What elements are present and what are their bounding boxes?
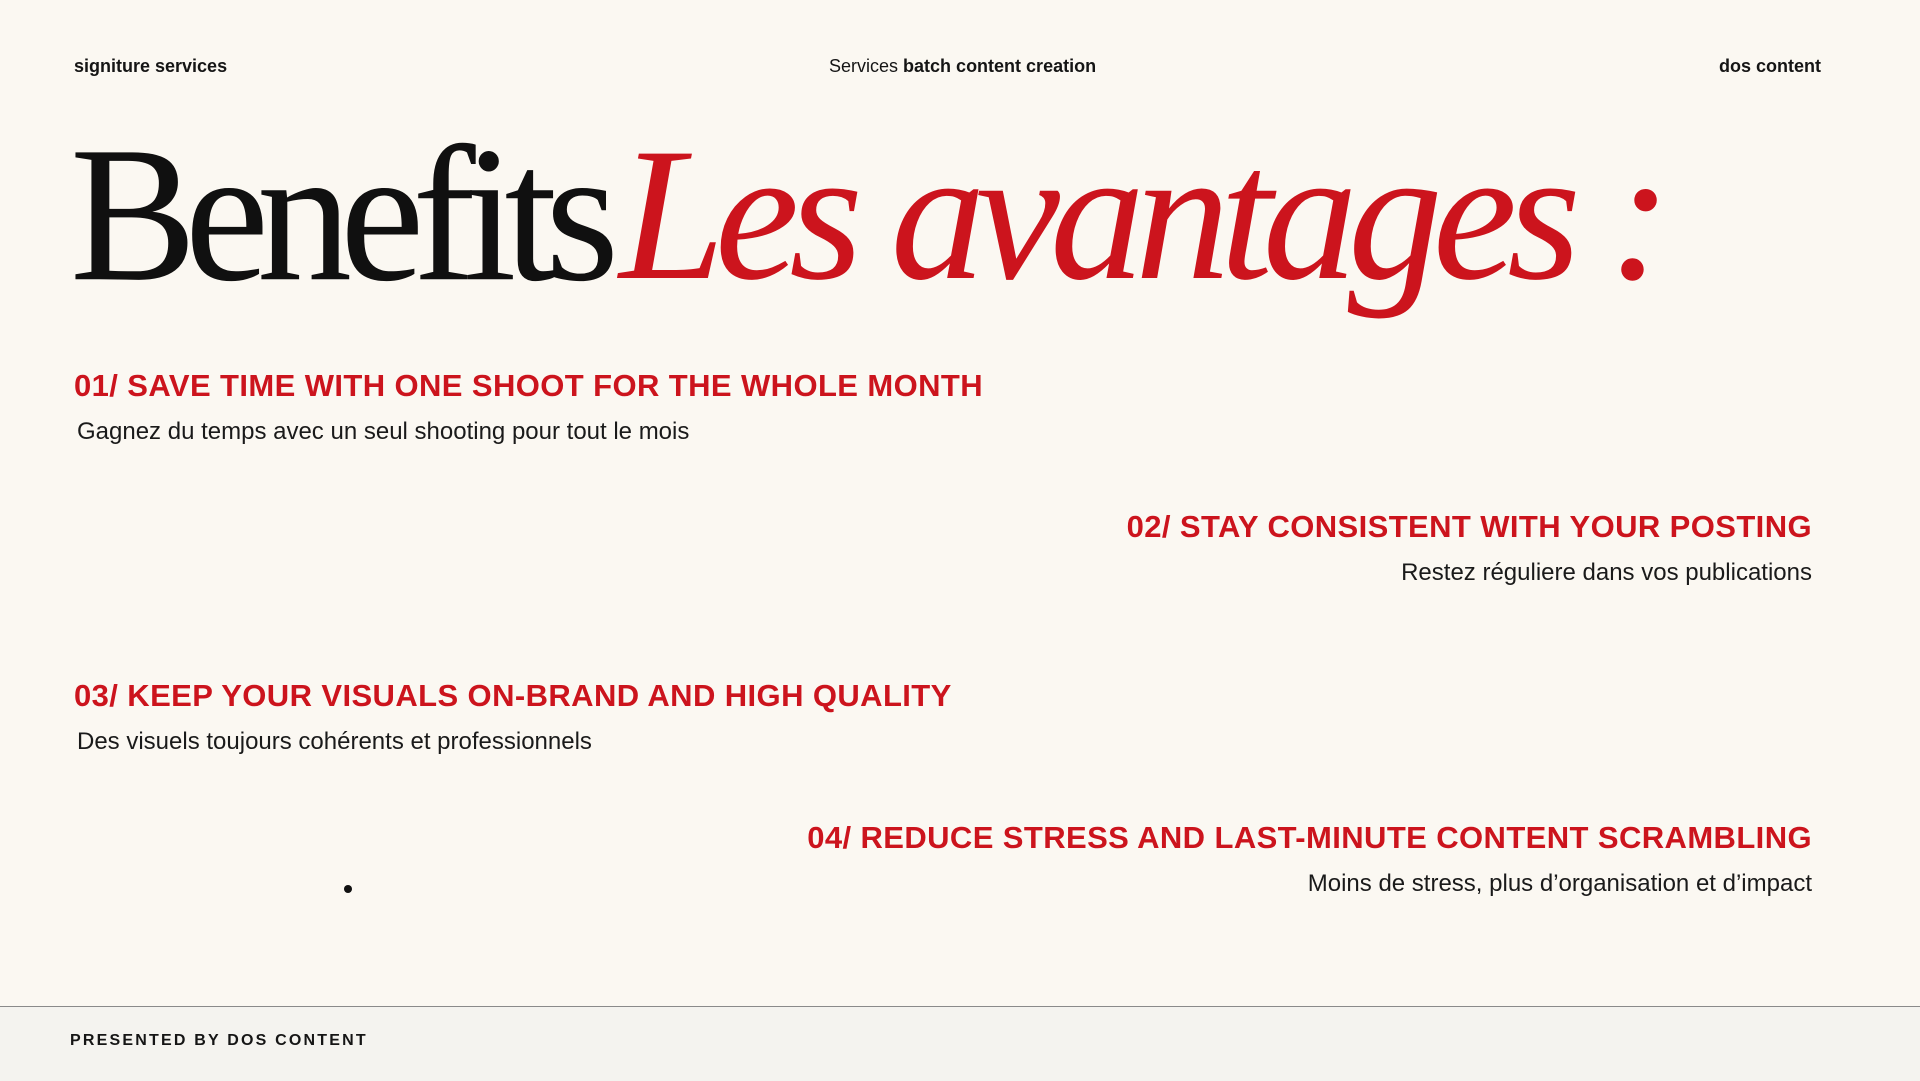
header-center-prefix: Services <box>829 56 899 76</box>
header-left-label: signiture services <box>74 56 228 76</box>
title-english: Benefits <box>70 107 608 323</box>
benefit-title: 02/ STAY CONSISTENT WITH YOUR POSTING <box>1126 509 1812 544</box>
benefit-description: Moins de stress, plus d’organisation et d’impact <box>1307 870 1812 897</box>
benefit-title: 04/ REDUCE STRESS AND LAST-MINUTE CONTENT SCRAMBLING <box>807 820 1812 855</box>
footer-presented-by: PRESENTED BY DOS CONTENT <box>70 1032 368 1049</box>
benefit-item-2 <box>1127 508 1812 588</box>
benefit-description: Restez réguliere dans vos publications <box>1401 559 1812 586</box>
header-center-label <box>829 54 1096 78</box>
benefit-item-3 <box>74 677 952 757</box>
benefit-description: Gagnez du temps avec un seul shooting pour tout le mois <box>77 418 690 445</box>
benefit-title: 03/ KEEP YOUR VISUALS ON-BRAND AND HIGH QUALITY <box>74 678 952 713</box>
benefit-item-4 <box>807 819 1812 899</box>
footer-bar <box>0 1006 1920 1081</box>
title-french: Les avantages : <box>619 110 1662 320</box>
benefit-description: Des visuels toujours cohérents et professionnels <box>77 728 592 755</box>
benefit-item-1 <box>74 367 983 447</box>
bullet-dot <box>344 885 352 893</box>
header-center-strong: batch content creation <box>903 56 1097 76</box>
page-title <box>70 107 1662 323</box>
benefit-title: 01/ SAVE TIME WITH ONE SHOOT FOR THE WHOLE MONTH <box>74 368 984 403</box>
header-right-label: dos content <box>1719 56 1821 76</box>
